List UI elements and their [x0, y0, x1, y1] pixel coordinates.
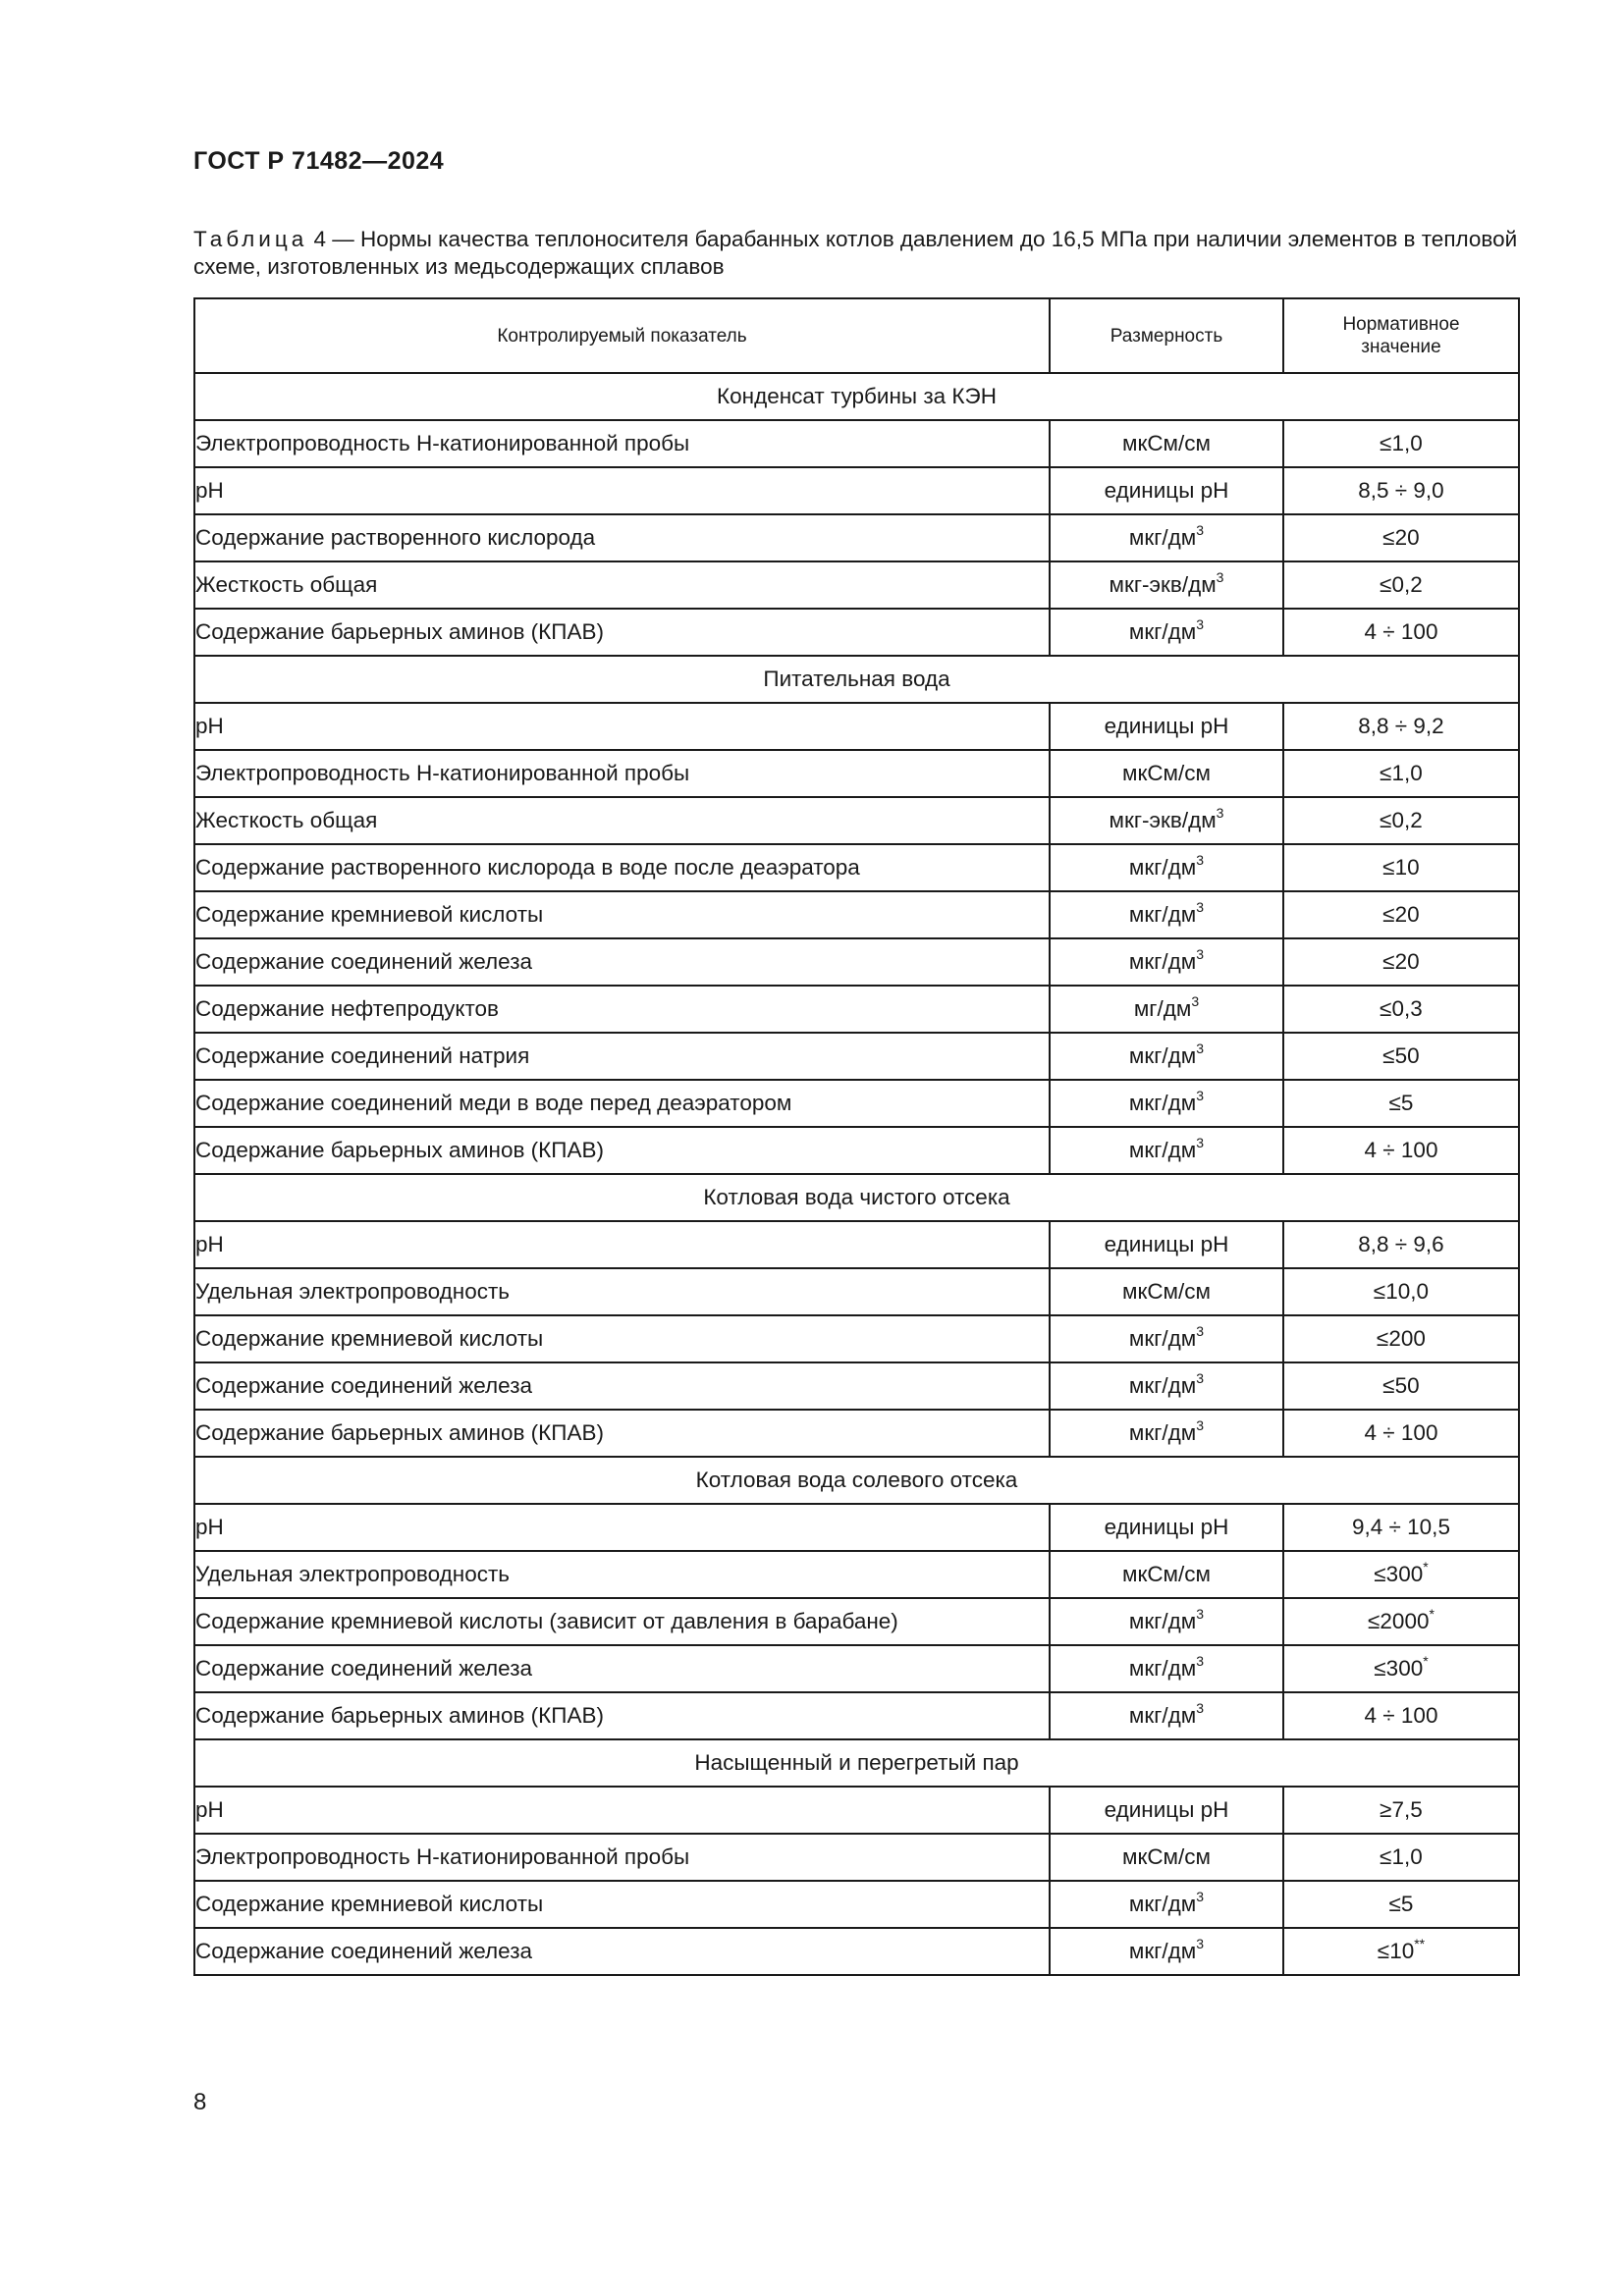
table-row [194, 1410, 1519, 1457]
unit-text: мкг/дм [1128, 1420, 1197, 1445]
indicator-cell: pH [194, 467, 1050, 514]
table-row [194, 1692, 1519, 1739]
table-row [194, 1315, 1519, 1362]
unit-cell [1050, 1551, 1283, 1598]
unit-text: мкСм/см [1122, 761, 1211, 785]
unit-text: единицы рН [1104, 1515, 1229, 1539]
table-row [194, 750, 1519, 797]
norm-text: ≤10,0 [1373, 1279, 1430, 1304]
unit-cell [1050, 1127, 1283, 1174]
table-row [194, 1080, 1519, 1127]
table-row [194, 1504, 1519, 1551]
norm-cell [1283, 750, 1519, 797]
unit-text: мкг/дм [1128, 619, 1197, 644]
indicator-cell: Содержание соединений железа [194, 1928, 1050, 1975]
indicator-cell: Содержание барьерных аминов (КПАВ) [194, 1410, 1050, 1457]
column-header-indicator: Контролируемый показатель [194, 298, 1050, 373]
unit-cell [1050, 561, 1283, 609]
table-row [194, 1221, 1519, 1268]
norm-text: ≤0,2 [1380, 572, 1423, 597]
unit-superscript: 3 [1196, 1935, 1205, 1951]
norm-text: 4 ÷ 100 [1364, 1703, 1438, 1728]
section-title: Котловая вода солевого отсека [194, 1457, 1519, 1504]
norm-text: ≤2000 [1368, 1609, 1430, 1633]
unit-text: мкСм/см [1122, 1844, 1211, 1869]
norm-cell [1283, 420, 1519, 467]
indicator-cell: Удельная электропроводность [194, 1268, 1050, 1315]
unit-cell [1050, 1787, 1283, 1834]
unit-text: мкг/дм [1128, 1892, 1197, 1916]
table-row [194, 986, 1519, 1033]
unit-text: мкг/дм [1128, 1091, 1197, 1115]
table-row [194, 609, 1519, 656]
table-caption-label: Таблица [193, 227, 308, 251]
indicator-cell: Жесткость общая [194, 561, 1050, 609]
unit-cell [1050, 891, 1283, 938]
unit-text: мкг/дм [1128, 1939, 1197, 1963]
norm-text: ≤1,0 [1380, 1844, 1423, 1869]
unit-cell [1050, 1881, 1283, 1928]
unit-cell [1050, 844, 1283, 891]
norm-cell [1283, 1362, 1519, 1410]
norm-footnote-mark: * [1423, 1652, 1429, 1669]
norm-cell [1283, 1598, 1519, 1645]
indicator-cell: Содержание соединений натрия [194, 1033, 1050, 1080]
unit-superscript: 3 [1196, 898, 1205, 915]
norm-text: 4 ÷ 100 [1364, 1420, 1438, 1445]
unit-superscript: 3 [1196, 1322, 1205, 1339]
norm-cell [1283, 1410, 1519, 1457]
unit-superscript: 3 [1196, 1087, 1205, 1103]
unit-cell [1050, 750, 1283, 797]
table-row [194, 561, 1519, 609]
section-title: Питательная вода [194, 656, 1519, 703]
table-caption [193, 226, 1519, 281]
norm-cell [1283, 467, 1519, 514]
indicator-cell: pH [194, 1504, 1050, 1551]
indicator-cell: Электропроводность Н-катионированной пробы [194, 420, 1050, 467]
unit-cell [1050, 1033, 1283, 1080]
column-header-norm-line2: значение [1361, 337, 1441, 357]
unit-superscript: 3 [1196, 1040, 1205, 1056]
indicator-cell: Содержание кремниевой кислоты [194, 891, 1050, 938]
unit-text: мкСм/см [1122, 431, 1211, 455]
unit-text: мкг/дм [1128, 525, 1197, 550]
table-row [194, 1268, 1519, 1315]
column-header-norm [1283, 298, 1519, 373]
indicator-cell: Жесткость общая [194, 797, 1050, 844]
indicator-cell: Содержание барьерных аминов (КПАВ) [194, 609, 1050, 656]
unit-superscript: 3 [1216, 804, 1224, 821]
norm-cell [1283, 1551, 1519, 1598]
norm-cell [1283, 561, 1519, 609]
unit-superscript: 3 [1196, 521, 1205, 538]
unit-superscript: 3 [1196, 945, 1205, 962]
unit-superscript: 3 [1196, 1416, 1205, 1433]
norm-text: ≤0,3 [1380, 996, 1423, 1021]
norm-text: 8,5 ÷ 9,0 [1358, 478, 1444, 503]
indicator-cell: Содержание нефтепродуктов [194, 986, 1050, 1033]
table-row [194, 797, 1519, 844]
norm-cell [1283, 797, 1519, 844]
indicator-cell: Содержание кремниевой кислоты (зависит от давления в барабане) [194, 1598, 1050, 1645]
norm-cell [1283, 1881, 1519, 1928]
unit-text: мкг/дм [1128, 855, 1197, 880]
table-row [194, 1033, 1519, 1080]
column-header-unit: Размерность [1050, 298, 1283, 373]
unit-cell [1050, 1598, 1283, 1645]
unit-cell [1050, 938, 1283, 986]
norm-cell [1283, 1127, 1519, 1174]
indicator-cell: Электропроводность Н-катионированной пробы [194, 1834, 1050, 1881]
unit-text: мг/дм [1133, 996, 1192, 1021]
unit-text: мкг/дм [1128, 1326, 1197, 1351]
norm-cell [1283, 844, 1519, 891]
unit-cell [1050, 420, 1283, 467]
indicator-cell: pH [194, 1221, 1050, 1268]
norm-footnote-mark: ** [1414, 1935, 1426, 1951]
table-row [194, 891, 1519, 938]
section-row [194, 656, 1519, 703]
table-row [194, 1645, 1519, 1692]
document-header: ГОСТ Р 71482—2024 [193, 147, 445, 175]
norm-text: ≤1,0 [1380, 431, 1423, 455]
norm-cell [1283, 609, 1519, 656]
norm-cell [1283, 1645, 1519, 1692]
table-body [194, 373, 1519, 1975]
indicator-cell: Содержание растворенного кислорода в воде после деаэратора [194, 844, 1050, 891]
norm-text: ≤10 [1377, 1939, 1415, 1963]
unit-text: мкг/дм [1128, 1138, 1197, 1162]
norm-cell [1283, 703, 1519, 750]
unit-text: единицы рН [1104, 478, 1229, 503]
norm-text: ≤5 [1388, 1091, 1414, 1115]
table-row [194, 514, 1519, 561]
unit-cell [1050, 467, 1283, 514]
indicator-cell: Электропроводность Н-катионированной пробы [194, 750, 1050, 797]
norm-text: ≤300 [1374, 1656, 1424, 1681]
norm-cell [1283, 1928, 1519, 1975]
norm-footnote-mark: * [1423, 1558, 1429, 1575]
table-row [194, 938, 1519, 986]
unit-text: мкг/дм [1128, 902, 1197, 927]
unit-superscript: 3 [1216, 568, 1224, 585]
norm-cell [1283, 1315, 1519, 1362]
unit-cell [1050, 797, 1283, 844]
unit-text: мкг-экв/дм [1109, 808, 1217, 832]
unit-text: единицы рН [1104, 714, 1229, 738]
unit-text: мкг/дм [1128, 1373, 1197, 1398]
unit-cell [1050, 1834, 1283, 1881]
unit-cell [1050, 1928, 1283, 1975]
indicator-cell: Содержание кремниевой кислоты [194, 1315, 1050, 1362]
norm-cell [1283, 514, 1519, 561]
unit-cell [1050, 1080, 1283, 1127]
norm-text: ≤200 [1377, 1326, 1426, 1351]
norm-text: ≤0,2 [1380, 808, 1423, 832]
norm-text: ≤20 [1382, 949, 1420, 974]
unit-cell [1050, 1362, 1283, 1410]
unit-superscript: 3 [1196, 851, 1205, 868]
section-title: Котловая вода чистого отсека [194, 1174, 1519, 1221]
norm-text: 8,8 ÷ 9,2 [1358, 714, 1444, 738]
unit-text: мкг/дм [1128, 949, 1197, 974]
indicator-cell: Удельная электропроводность [194, 1551, 1050, 1598]
indicator-cell: Содержание соединений железа [194, 1362, 1050, 1410]
norm-cell [1283, 1033, 1519, 1080]
unit-cell [1050, 1504, 1283, 1551]
unit-text: мкг/дм [1128, 1609, 1197, 1633]
norm-cell [1283, 1268, 1519, 1315]
norm-footnote-mark: * [1429, 1605, 1435, 1622]
unit-cell [1050, 514, 1283, 561]
section-row [194, 1174, 1519, 1221]
table-row [194, 420, 1519, 467]
norms-table [193, 297, 1520, 1976]
unit-cell [1050, 1692, 1283, 1739]
table-row [194, 1928, 1519, 1975]
column-header-norm-line1: Нормативное [1342, 314, 1460, 335]
section-row [194, 1457, 1519, 1504]
norm-text: 4 ÷ 100 [1364, 1138, 1438, 1162]
norm-cell [1283, 891, 1519, 938]
norm-text: ≤10 [1382, 855, 1420, 880]
unit-text: единицы рН [1104, 1797, 1229, 1822]
unit-cell [1050, 1315, 1283, 1362]
unit-superscript: 3 [1196, 1134, 1205, 1150]
table-caption-text: 4 — Нормы качества теплоносителя барабанных котлов давлением до 16,5 МПа при наличии элементов в тепловой схеме, изготовленных из медьсодержащих сплавов [193, 227, 1518, 279]
table-row [194, 1881, 1519, 1928]
norm-cell [1283, 1692, 1519, 1739]
norm-cell [1283, 1504, 1519, 1551]
unit-superscript: 3 [1196, 615, 1205, 632]
unit-superscript: 3 [1196, 1369, 1205, 1386]
indicator-cell: Содержание растворенного кислорода [194, 514, 1050, 561]
table-row [194, 1787, 1519, 1834]
section-row [194, 373, 1519, 420]
unit-superscript: 3 [1191, 992, 1200, 1009]
unit-text: мкг/дм [1128, 1656, 1197, 1681]
indicator-cell: pH [194, 1787, 1050, 1834]
table-row [194, 1362, 1519, 1410]
norm-text: 8,8 ÷ 9,6 [1358, 1232, 1444, 1256]
norm-cell [1283, 1080, 1519, 1127]
unit-text: мкСм/см [1122, 1562, 1211, 1586]
norm-cell [1283, 1834, 1519, 1881]
norm-cell [1283, 986, 1519, 1033]
norm-text: ≤50 [1382, 1043, 1420, 1068]
norm-cell [1283, 1787, 1519, 1834]
unit-cell [1050, 703, 1283, 750]
norm-text: ≤1,0 [1380, 761, 1423, 785]
norm-text: 4 ÷ 100 [1364, 619, 1438, 644]
table-row [194, 1551, 1519, 1598]
norm-text: 9,4 ÷ 10,5 [1352, 1515, 1450, 1539]
section-title: Насыщенный и перегретый пар [194, 1739, 1519, 1787]
indicator-cell: Содержание барьерных аминов (КПАВ) [194, 1127, 1050, 1174]
indicator-cell: Содержание соединений железа [194, 938, 1050, 986]
table-header-row [194, 298, 1519, 373]
norm-text: ≤5 [1388, 1892, 1414, 1916]
table-row [194, 1127, 1519, 1174]
unit-text: мкСм/см [1122, 1279, 1211, 1304]
unit-superscript: 3 [1196, 1699, 1205, 1716]
unit-text: мкг/дм [1128, 1703, 1197, 1728]
norm-text: ≤300 [1374, 1562, 1424, 1586]
unit-cell [1050, 1410, 1283, 1457]
indicator-cell: Содержание соединений меди в воде перед деаэратором [194, 1080, 1050, 1127]
unit-superscript: 3 [1196, 1605, 1205, 1622]
unit-text: единицы рН [1104, 1232, 1229, 1256]
table-row [194, 844, 1519, 891]
unit-cell [1050, 986, 1283, 1033]
unit-text: мкг-экв/дм [1109, 572, 1217, 597]
indicator-cell: Содержание соединений железа [194, 1645, 1050, 1692]
norm-text: ≤20 [1382, 902, 1420, 927]
norm-cell [1283, 938, 1519, 986]
page-number: 8 [193, 2089, 207, 2115]
unit-text: мкг/дм [1128, 1043, 1197, 1068]
norm-text: ≤20 [1382, 525, 1420, 550]
indicator-cell: Содержание кремниевой кислоты [194, 1881, 1050, 1928]
table-row [194, 1598, 1519, 1645]
table-row [194, 467, 1519, 514]
norm-text: ≤50 [1382, 1373, 1420, 1398]
unit-cell [1050, 1221, 1283, 1268]
indicator-cell: pH [194, 703, 1050, 750]
unit-cell [1050, 609, 1283, 656]
indicator-cell: Содержание барьерных аминов (КПАВ) [194, 1692, 1050, 1739]
unit-cell [1050, 1268, 1283, 1315]
norm-cell [1283, 1221, 1519, 1268]
unit-cell [1050, 1645, 1283, 1692]
norm-text: ≥7,5 [1380, 1797, 1423, 1822]
unit-superscript: 3 [1196, 1888, 1205, 1904]
table-row [194, 703, 1519, 750]
unit-superscript: 3 [1196, 1652, 1205, 1669]
table-row [194, 1834, 1519, 1881]
section-title: Конденсат турбины за КЭН [194, 373, 1519, 420]
section-row [194, 1739, 1519, 1787]
